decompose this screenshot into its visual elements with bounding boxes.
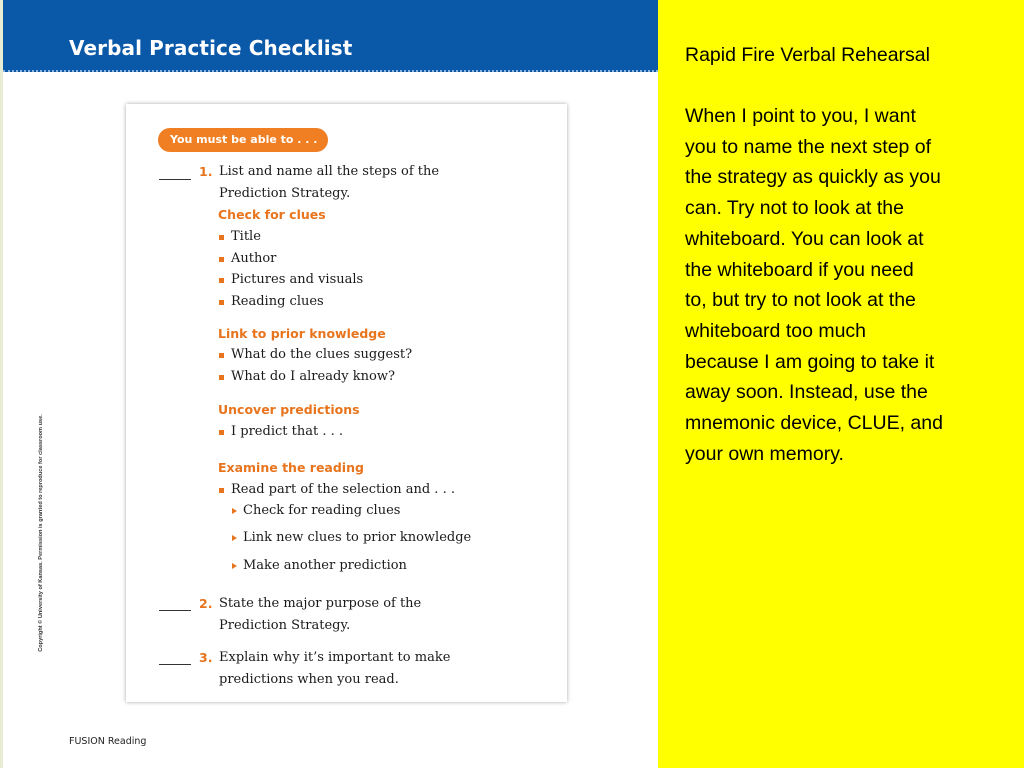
panel-body: [685, 101, 1005, 469]
panel-body-line: whiteboard too much: [685, 319, 867, 342]
bullet-read-part: Read part of the selection and . . .: [231, 482, 455, 497]
section-heading-uncover-predictions: Uncover predictions: [218, 402, 360, 417]
panel-body-line: the whiteboard if you need: [685, 258, 914, 281]
panel-body-line: because I am going to take it: [685, 350, 935, 373]
copyright-notice: Copyright © University of Kansas. Permission is granted to reproduce for classroom use.: [38, 414, 44, 652]
section-heading-check-for-clues: Check for clues: [218, 207, 326, 222]
header-dotted-rule: [3, 70, 658, 72]
panel-title: Rapid Fire Verbal Rehearsal: [685, 44, 930, 66]
item-2-text-line-1: State the major purpose of the: [219, 596, 422, 611]
subbullet-arrow-icon: [232, 563, 237, 569]
subbullet-check-clues: Check for reading clues: [243, 503, 401, 518]
bullet-square-icon: [219, 278, 224, 283]
item-1-number: 1.: [199, 164, 213, 179]
subbullet-arrow-icon: [232, 535, 237, 541]
item-3-text-line-1: Explain why it’s important to make: [219, 650, 451, 665]
panel-body-line: the strategy as quickly as you: [685, 166, 941, 189]
bullet-author: Author: [231, 251, 277, 266]
item-3-text-line-2: predictions when you read.: [219, 672, 399, 687]
item-2-number: 2.: [199, 596, 213, 611]
bullet-clues-suggest: What do the clues suggest?: [231, 347, 413, 362]
panel-body-line: When I point to you, I want: [685, 105, 916, 127]
item-1-blank-line: [159, 179, 191, 180]
item-2-text-line-2: Prediction Strategy.: [219, 618, 351, 633]
bullet-square-icon: [219, 375, 224, 380]
subbullet-link-new-clues: Link new clues to prior knowledge: [243, 530, 472, 545]
panel-body-line: away soon. Instead, use the: [685, 381, 928, 404]
section-heading-examine-reading: Examine the reading: [218, 460, 364, 475]
bullet-square-icon: [219, 430, 224, 435]
section-heading-link-prior-knowledge: Link to prior knowledge: [218, 326, 386, 341]
panel-body-line: mnemonic device, CLUE, and: [685, 412, 943, 435]
bullet-square-icon: [219, 235, 224, 240]
bullet-reading-clues: Reading clues: [231, 294, 324, 309]
instruction-pill: You must be able to . . .: [158, 128, 328, 152]
subbullet-make-prediction: Make another prediction: [243, 558, 407, 573]
bullet-pictures-visuals: Pictures and visuals: [231, 272, 364, 287]
bullet-square-icon: [219, 300, 224, 305]
panel-body-line: your own memory.: [685, 442, 844, 465]
bullet-square-icon: [219, 257, 224, 262]
item-2-blank-line: [159, 610, 191, 611]
panel-body-line: whiteboard. You can look at: [685, 227, 924, 250]
bullet-already-know: What do I already know?: [231, 369, 395, 384]
subbullet-arrow-icon: [232, 508, 237, 514]
item-3-number: 3.: [199, 650, 213, 665]
bullet-square-icon: [219, 488, 224, 493]
bullet-title: Title: [231, 229, 261, 244]
panel-body-line: to, but try to not look at the: [685, 289, 916, 312]
item-1-text-line-2: Prediction Strategy.: [219, 186, 351, 201]
item-3-blank-line: [159, 664, 191, 665]
worksheet-title: Verbal Practice Checklist: [69, 36, 353, 60]
bullet-square-icon: [219, 353, 224, 358]
rehearsal-panel: [658, 0, 1024, 768]
panel-body-line: can. Try not to look at the: [685, 197, 904, 220]
panel-body-line: you to name the next step of: [685, 135, 932, 158]
footer-brand: FUSION Reading: [69, 736, 147, 747]
bullet-i-predict: I predict that . . .: [231, 424, 343, 439]
item-1-text-line-1: List and name all the steps of the: [219, 164, 440, 179]
